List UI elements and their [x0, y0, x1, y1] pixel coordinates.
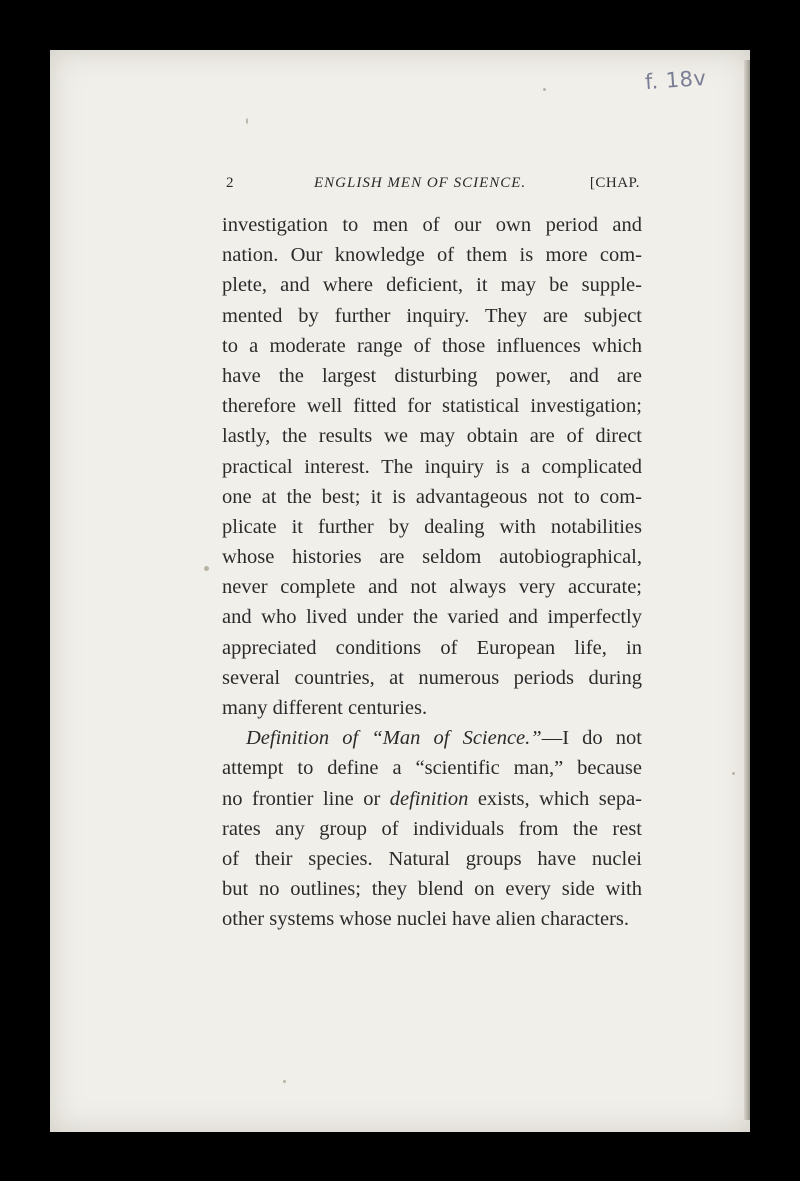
text-line: but no outlines; they blend on every side with: [222, 878, 642, 901]
paper-speck: [246, 118, 248, 124]
text-line: other systems whose nuclei have alien characters.: [222, 908, 629, 931]
text-line: attempt to define a “scientific man,” because: [222, 757, 642, 780]
text-line: several countries, at numerous periods during: [222, 666, 642, 689]
paper-speck: [732, 772, 735, 775]
text-line: plete, and where deficient, it may be supple-: [222, 274, 642, 297]
text-line: appreciated conditions of European life, in: [222, 636, 642, 659]
text-line: to a moderate range of those influences which: [222, 334, 642, 357]
page-number: 2: [226, 175, 234, 191]
paragraph-1: [222, 210, 642, 723]
text-line: nation. Our knowledge of them is more com-: [222, 244, 642, 267]
handwritten-folio-mark: f. 18v: [644, 65, 708, 95]
running-head-title: ENGLISH MEN OF SCIENCE.: [314, 175, 527, 191]
text-line: have the largest disturbing power, and are: [222, 364, 642, 387]
text-line: whose histories are seldom autobiographical,: [222, 546, 642, 569]
running-head: [226, 175, 640, 199]
running-head-chapter: [CHAP.: [589, 175, 640, 191]
text-line: practical interest. The inquiry is a complicated: [222, 455, 642, 478]
text-line: [222, 723, 642, 753]
text-line: [222, 784, 642, 814]
text-line: rates any group of individuals from the rest: [222, 817, 642, 840]
text-line: investigation to men of our own period and: [222, 214, 642, 236]
text-line: never complete and not always very accurate;: [222, 576, 642, 599]
text-line: mented by further inquiry. They are subject: [222, 304, 642, 327]
text-line: and who lived under the varied and imperfectly: [222, 606, 642, 629]
text-line: one at the best; it is advantageous not to com-: [222, 485, 642, 508]
text-line: plicate it further by dealing with notabilities: [222, 515, 642, 538]
text-line: of their species. Natural groups have nuclei: [222, 847, 642, 870]
body-text: [222, 210, 642, 935]
page-edge-shadow: [744, 60, 750, 1120]
section-heading: Definition of “Man of Science.”: [246, 727, 542, 750]
paragraph-2: [222, 723, 642, 934]
paper-speck: [543, 88, 546, 91]
text-fragment: exists, which sepa-: [468, 787, 642, 810]
text-fragment: no frontier line or: [222, 787, 390, 810]
text-line: many different centuries.: [222, 697, 428, 719]
paper-speck: [283, 1080, 286, 1083]
text-fragment: —I do not: [541, 727, 642, 750]
text-line: lastly, the results we may obtain are of direct: [222, 425, 642, 448]
text-line: therefore well fitted for statistical investigation;: [222, 395, 642, 418]
paper-speck: [204, 566, 209, 571]
emphasized-word: definition: [389, 787, 469, 810]
